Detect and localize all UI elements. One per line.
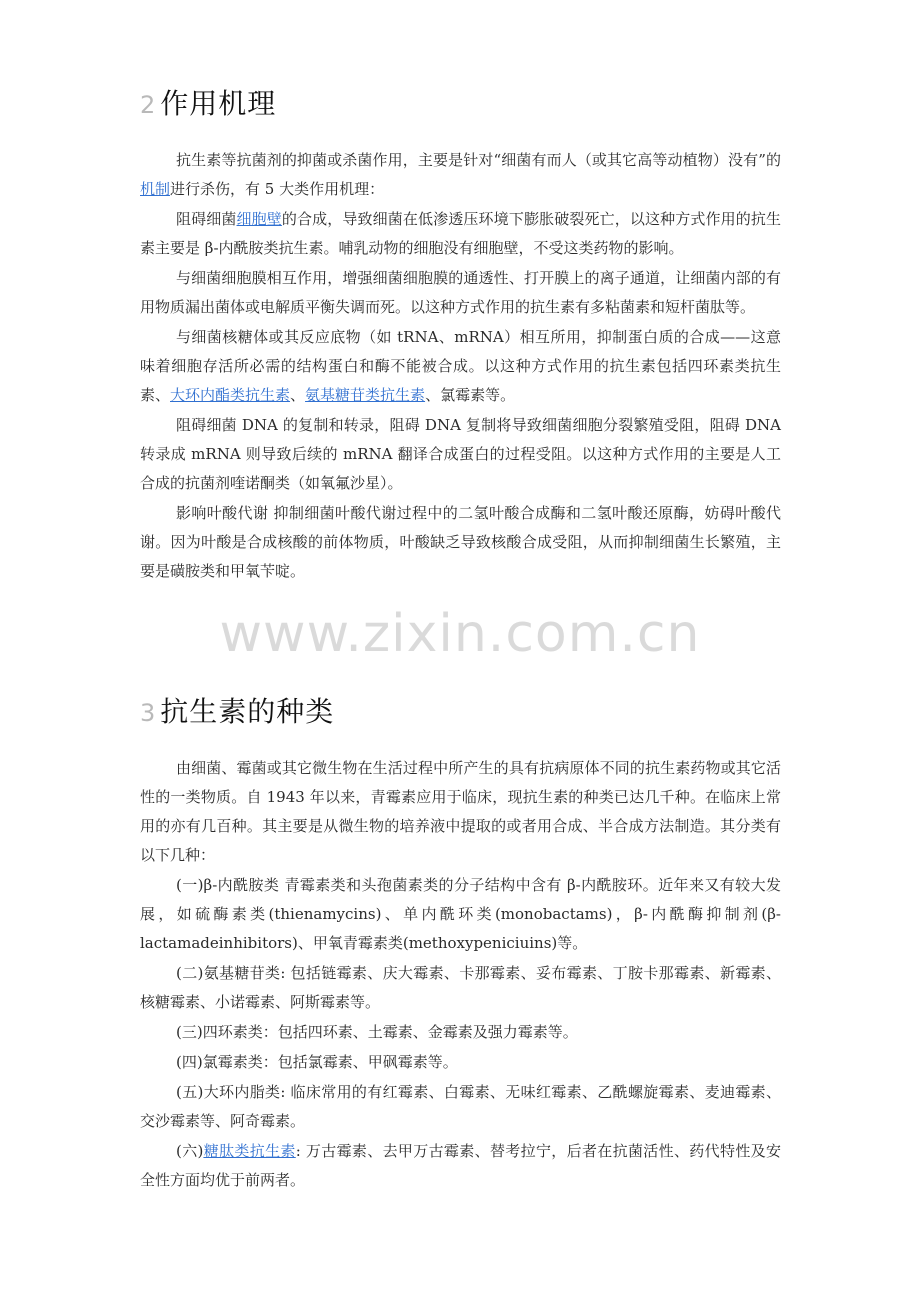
paragraph: 阻碍细菌细胞壁的合成，导致细菌在低渗透压环境下膨胀破裂死亡，以这种方式作用的抗生素主要是 β-内酰胺类抗生素。哺乳动物的细胞没有细胞壁，不受这类药物的影响。	[140, 210, 781, 257]
section-3-number: 3	[140, 699, 157, 727]
paragraph: 与细菌细胞膜相互作用，增强细菌细胞膜的通透性、打开膜上的离子通道，让细菌内部的有用物质漏出菌体或电解质平衡失调而死。以这种方式作用的抗生素有多粘菌素和短杆菌肽等。	[140, 269, 781, 316]
section-3-heading	[140, 690, 334, 730]
link-glycopeptide-antibiotics[interactable]: 糖肽类抗生素	[203, 1142, 296, 1160]
link-mechanism[interactable]: 机制	[140, 180, 171, 198]
paragraph: 影响叶酸代谢 抑制细菌叶酸代谢过程中的二氢叶酸合成酶和二氢叶酸还原酶，妨碍叶酸代谢。因为叶酸是合成核酸的前体物质，叶酸缺乏导致核酸合成受阻，从而抑制细菌生长繁殖，主要是磺胺类和甲氧苄啶。	[140, 504, 781, 580]
paragraph: (四)氯霉素类：包括氯霉素、甲砜霉素等。	[176, 1053, 458, 1071]
watermark: www.zixin.com.cn	[219, 604, 701, 664]
paragraph: (三)四环素类：包括四环素、土霉素、金霉素及强力霉素等。	[176, 1023, 578, 1041]
paragraph: 由细菌、霉菌或其它微生物在生活过程中所产生的具有抗病原体不同的抗生素药物或其它活性的一类物质。自 1943 年以来，青霉素应用于临床，现抗生素的种类已达几千种。在临床上常用的亦有几百种。其主要是从微生物的培养液中提取的或者用合成、半合成方法制造。其分类有以下几种：	[140, 759, 781, 864]
section-2-number: 2	[140, 91, 157, 119]
paragraph: (一)β-内酰胺类 青霉素类和头孢菌素类的分子结构中含有 β-内酰胺环。近年来又有较大发展，如硫酶素类(thienamycins)、单内酰环类(monobactams)，β-内酰酶抑制剂(β-lactamadeinhibitors)、甲氧青霉素类(methoxypeniciuins)等。	[140, 876, 781, 952]
section-2-title: 作用机理	[160, 87, 277, 120]
paragraph: 抗生素等抗菌剂的抑菌或杀菌作用，主要是针对“细菌有而人（或其它高等动植物）没有”的机制进行杀伤，有 5 大类作用机理：	[140, 151, 781, 198]
section-2-body	[140, 146, 781, 587]
paragraph: (六)糖肽类抗生素: 万古霉素、去甲万古霉素、替考拉宁，后者在抗菌活性、药代特性及安全性方面均优于前两者。	[140, 1142, 781, 1189]
link-aminoglycoside-antibiotics[interactable]: 氨基糖苷类抗生素	[305, 386, 426, 404]
section-3-body	[140, 754, 781, 1196]
section-3-title: 抗生素的种类	[160, 695, 335, 728]
link-cell-wall[interactable]: 细胞壁	[236, 210, 282, 228]
link-macrolide-antibiotics[interactable]: 大环内酯类抗生素	[170, 386, 291, 404]
section-2-heading	[140, 82, 276, 122]
paragraph: (五)大环内脂类: 临床常用的有红霉素、白霉素、无味红霉素、乙酰螺旋霉素、麦迪霉素、交沙霉素等、阿奇霉素。	[140, 1083, 781, 1130]
paragraph: 阻碍细菌 DNA 的复制和转录，阻碍 DNA 复制将导致细菌细胞分裂繁殖受阻，阻碍 DNA 转录成 mRNA 则导致后续的 mRNA 翻译合成蛋白的过程受阻。以这种方式作用的主要是人工合成的抗菌剂喹诺酮类（如氧氟沙星）。	[140, 416, 781, 492]
paragraph: 与细菌核糖体或其反应底物（如 tRNA、mRNA）相互所用，抑制蛋白质的合成——这意味着细胞存活所必需的结构蛋白和酶不能被合成。以这种方式作用的抗生素包括四环素类抗生素、大环内酯类抗生素、氨基糖苷类抗生素、氯霉素等。	[140, 328, 781, 404]
paragraph: (二)氨基糖苷类: 包括链霉素、庆大霉素、卡那霉素、妥布霉素、丁胺卡那霉素、新霉素、核糖霉素、小诺霉素、阿斯霉素等。	[140, 964, 781, 1011]
